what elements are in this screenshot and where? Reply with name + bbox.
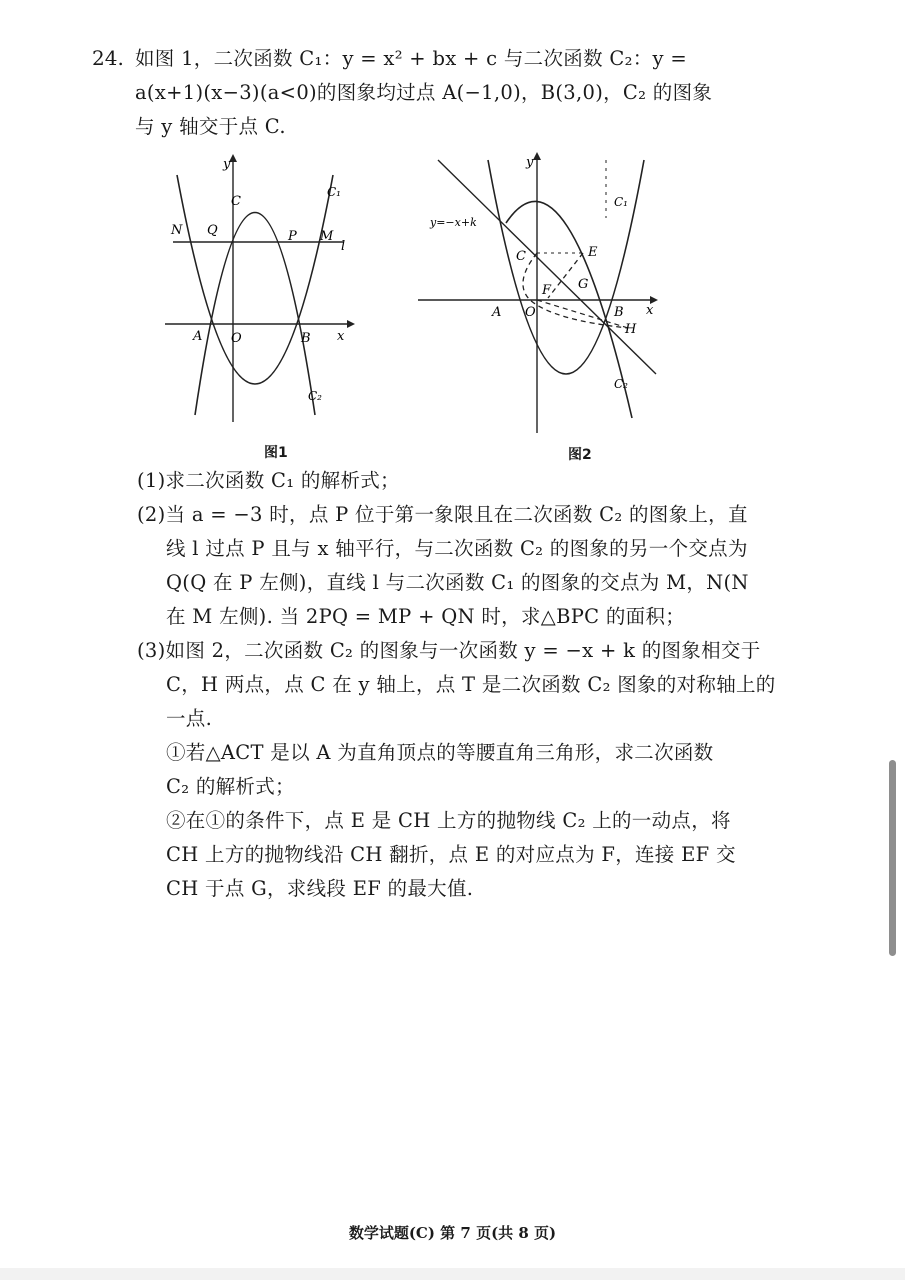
- vertical-scrollbar[interactable]: [889, 760, 896, 956]
- fig1-label-o: O: [231, 331, 242, 346]
- figure-1-caption: 图1: [264, 445, 288, 461]
- fig1-label-a: A: [193, 329, 203, 344]
- fig2-label-a: A: [492, 305, 502, 320]
- fig2-label-h: H: [625, 322, 637, 337]
- bottom-edge: [0, 1268, 905, 1280]
- fig1-label-n: N: [171, 223, 183, 238]
- fig1-label-l: l: [341, 239, 346, 254]
- fig1-label-b: B: [301, 331, 311, 346]
- sub-2-line-1: ②在①的条件下，点 E 是 CH 上方的抛物线 C₂ 上的一动点，将: [166, 809, 731, 832]
- fig1-label-q: Q: [207, 223, 218, 238]
- fig2-label-o: O: [525, 305, 536, 320]
- intro-line-3: 与 y 轴交于点 C.: [135, 115, 286, 138]
- fig1-label-c2: C₂: [308, 389, 322, 403]
- fig2-label-g: G: [578, 277, 589, 292]
- question-number: 24.: [92, 46, 124, 70]
- fig1-label-c1: C₁: [327, 185, 341, 199]
- fig2-label-e: E: [588, 245, 598, 260]
- sub-2-line-2: CH 上方的抛物线沿 CH 翻折，点 E 的对应点为 F，连接 EF 交: [166, 843, 736, 866]
- figure-2: [418, 148, 668, 438]
- part-3-line-2: C，H 两点，点 C 在 y 轴上，点 T 是二次函数 C₂ 图象的对称轴上的: [166, 673, 776, 696]
- fig2-y-arrow: [533, 152, 541, 160]
- fig1-label-c: C: [231, 194, 241, 209]
- figure-1-graph: [165, 150, 365, 425]
- fig2-line-c-h: [438, 160, 656, 374]
- figure-1: [165, 150, 365, 425]
- fig2-parabola-c1: [488, 160, 644, 374]
- fig2-label-c1: C₁: [614, 195, 628, 209]
- fig2-label-line: y=−x+k: [430, 216, 477, 229]
- fig2-label-c: C: [516, 249, 526, 264]
- figure-2-graph: [418, 148, 668, 438]
- fig1-label-p: P: [288, 229, 297, 244]
- fig1-parabola-c1: [177, 175, 333, 384]
- part-2-line-2: 线 l 过点 P 且与 x 轴平行，与二次函数 C₂ 的图象的另一个交点为: [166, 537, 748, 560]
- part-2-line-4: 在 M 左侧). 当 2PQ = MP + QN 时，求△BPC 的面积；: [166, 605, 686, 628]
- fig2-label-y: y: [526, 155, 534, 170]
- fig1-label-y: y: [223, 157, 231, 172]
- part-2-line-3: Q(Q 在 P 左侧)，直线 l 与二次函数 C₁ 的图象的交点为 M，N(N: [166, 571, 749, 594]
- fig1-label-x: x: [337, 329, 345, 344]
- intro-line-2: a(x+1)(x−3)(a<0)的图象均过点 A(−1,0)，B(3,0)，C₂ 的图象: [135, 81, 713, 104]
- fig2-label-x: x: [646, 303, 654, 318]
- fig2-label-b: B: [614, 305, 624, 320]
- part-3-line-3: 一点.: [166, 707, 213, 730]
- part-3-line-1: (3)如图 2，二次函数 C₂ 的图象与一次函数 y = −x + k 的图象相交于: [137, 639, 761, 662]
- intro-line-1: 如图 1，二次函数 C₁：y = x² + bx + c 与二次函数 C₂：y =: [135, 47, 687, 70]
- fig2-label-f: F: [542, 283, 552, 298]
- fig1-x-arrow: [347, 320, 355, 328]
- figure-2-caption: 图2: [568, 447, 592, 463]
- page-footer: 数学试题(C) 第 7 页(共 8 页): [348, 1224, 557, 1242]
- part-2-line-1: (2)当 a = −3 时，点 P 位于第一象限且在二次函数 C₂ 的图象上，直: [137, 503, 748, 526]
- fig2-folded-curve: [523, 253, 628, 328]
- sub-1-line-1: ①若△ACT 是以 A 为直角顶点的等腰直角三角形，求二次函数: [166, 741, 714, 764]
- part-1: (1)求二次函数 C₁ 的解析式；: [137, 469, 400, 492]
- fig2-label-c2: C₂: [614, 377, 628, 391]
- sub-1-line-2: C₂ 的解析式；: [166, 775, 295, 798]
- sub-2-line-3: CH 于点 G，求线段 EF 的最大值.: [166, 877, 474, 900]
- fig1-label-m: M: [320, 229, 334, 244]
